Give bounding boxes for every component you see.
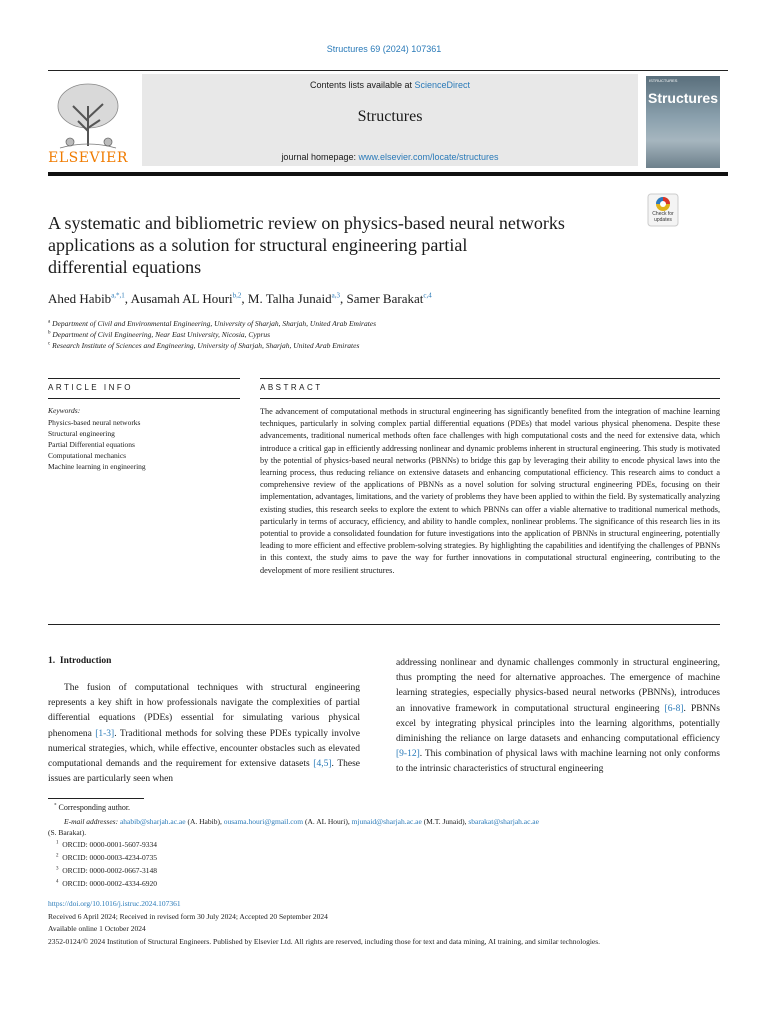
body-text: . Traditional methods for solving these PDEs typically involve numerical strategies, which, while effective, encounter obstacles such as elevated computational demands and the requirement for extensive datasets: [48, 728, 360, 770]
email-addresses: [64, 815, 720, 828]
available-online: Available online 1 October 2024: [48, 924, 146, 933]
author-affiliation-mark[interactable]: c,4: [423, 291, 432, 300]
affiliation-text: Department of Civil and Environmental Engineering, University of Sharjah, Sharjah, United Arab Emirates: [52, 319, 377, 328]
orcid-note: [56, 853, 157, 862]
orcid-text: ORCID: 0000-0003-4234-0735: [62, 853, 158, 862]
affiliation-text: Department of Civil Engineering, Near East University, Nicosia, Cyprus: [52, 330, 271, 339]
abstract-bottom-rule: [48, 624, 720, 625]
email-tail: (S. Barakat).: [48, 828, 87, 837]
doi-link[interactable]: https://doi.org/10.1016/j.istruc.2024.107361: [48, 899, 181, 908]
orcid-note: [56, 866, 157, 875]
orcid-note: [56, 840, 157, 849]
author-name: Ausamah AL Houri: [130, 291, 233, 306]
section-title: Introduction: [59, 656, 112, 666]
body-text: The fusion of computational techniques with structural engineering represents a key shift in how professionals navigate the complexities of partial differential equations (PDEs) essential for simulating various physical phenomena: [48, 683, 360, 739]
sciencedirect-link[interactable]: ScienceDirect: [414, 80, 471, 90]
intro-left-column: [48, 681, 360, 787]
author-affiliation-mark[interactable]: b,2: [232, 291, 242, 300]
body-text: . PBNNs excel by integrating physical principles into the learning algorithms, potentially diminishing the reliance on large datasets and enhancing computational efficiency: [396, 703, 720, 745]
author-name: Samer Barakat: [346, 291, 424, 306]
cover-publisher: ISTRUCTURES: [649, 78, 678, 83]
email-owner: (M.T. Junaid),: [421, 817, 469, 826]
author-separator: ,: [124, 291, 131, 306]
abstract-text: The advancement of computational methods in structural engineering has significantly benefited from the integration of machine learning techniques, particularly in solving complex partial differential equations (PDEs) that model various physical phenomena. Despite these advancements, traditional numerical methods often face challenges with high computational costs and the need for extensive data, which introduce a critical gap in efficiently addressing nonlinear and dynamic problems inherent in structural engineering. This study is motivated by the potential of physics-based neural networks (PBNNs) to bridge this gap by leveraging their ability to encode physical laws into the learning process, thus reducing reliance on extensive datasets and enhancing computational efficiency. This research aims to conduct a comprehensive review of the applications of PBNNs as a novel solution for solving structural engineering PDEs, focusing on their implementation, advantages, limitations, and the variety of problems they have been applied to within the field. By systematically analyzing existing studies, this research seeks to explore the extent to which PBNNs can offer a viable alternative to traditional numerical methods, particularly in terms of accuracy, efficiency, and ability to handle complex, nonlinear problems. The significance of this research lies in its potential to provide a consolidated foundation for future investigations into the application of PBNNs in structural engineering, potentially leading to more efficient and effective problem-solving strategies. By highlighting the capabilities and identifying the challenges of PBNNs in this context, the study aims to pave the way for further innovations in computational structural engineering, contributing to the development of more resilient structures.: [260, 407, 720, 575]
header-top-rule: [48, 70, 728, 71]
homepage-link[interactable]: www.elsevier.com/locate/structures: [358, 152, 499, 162]
author-name: M. Talha Junaid: [247, 291, 332, 306]
orcid-mark: 2: [56, 853, 59, 859]
email-link[interactable]: ousama.houri@gmail.com: [223, 817, 304, 826]
author-separator: ,: [241, 291, 248, 306]
orcid-note: [56, 879, 157, 888]
title-line: differential equations: [48, 257, 202, 277]
corresponding-text: Corresponding author.: [58, 803, 131, 812]
homepage-prefix: journal homepage:: [281, 152, 359, 162]
article-info-rule-2: [48, 398, 240, 399]
article-info-heading: ARTICLE INFO: [48, 383, 133, 392]
keyword: Structural engineering: [48, 429, 115, 438]
contents-line: [142, 80, 638, 90]
abstract-rule: [260, 378, 720, 379]
intro-right-column: [396, 656, 720, 778]
citation-link[interactable]: [4,5]: [313, 759, 332, 770]
keyword: Computational mechanics: [48, 451, 127, 460]
header-bottom-rule: [48, 172, 728, 176]
title-line: A systematic and bibliometric review on physics-based neural networks: [48, 213, 565, 233]
orcid-text: ORCID: 0000-0001-5607-9334: [62, 840, 158, 849]
author-name: Ahed Habib: [48, 291, 112, 306]
cover-title: Structures: [647, 90, 719, 106]
affiliation-text: Research Institute of Sciences and Engineering, University of Sharjah, Sharjah, United Arab Emirates: [52, 341, 360, 350]
body-text: . This combination of physical laws with machine learning not only conforms to the intrinsic characteristics of structural engineering: [396, 749, 720, 775]
check-for-updates-label[interactable]: Check for updates: [652, 211, 674, 223]
email-owner: (A. AL Houri),: [303, 817, 352, 826]
contents-prefix: Contents lists available at: [309, 80, 415, 90]
received-dates: Received 6 April 2024; Received in revised form 30 July 2024; Accepted 20 September 2024: [48, 912, 328, 921]
email-link[interactable]: mjunaid@sharjah.ac.ae: [351, 817, 422, 826]
footnote-rule: [48, 798, 144, 799]
keywords-label: Keywords:: [48, 406, 81, 415]
keyword: Machine learning in engineering: [48, 462, 146, 471]
orcid-mark: 3: [56, 866, 59, 872]
section-number: 1.: [48, 656, 56, 666]
elsevier-wordmark: ELSEVIER: [48, 150, 128, 166]
citation-link[interactable]: [9-12]: [396, 749, 420, 760]
email-link[interactable]: sbarakat@sharjah.ac.ae: [468, 817, 539, 826]
orcid-mark: 4: [56, 879, 59, 885]
affiliation: [48, 341, 359, 350]
orcid-text: ORCID: 0000-0002-4334-6920: [62, 879, 158, 888]
abstract-rule-2: [260, 398, 720, 399]
affiliation: [48, 330, 270, 339]
abstract-heading: ABSTRACT: [260, 383, 323, 392]
article-info-rule: [48, 378, 240, 379]
keyword: Partial Differential equations: [48, 440, 135, 449]
journal-citation[interactable]: Structures 69 (2024) 107361: [326, 44, 442, 54]
affiliation-mark: a: [48, 319, 51, 325]
journal-name: Structures: [357, 108, 423, 125]
citation-link[interactable]: [1-3]: [95, 728, 115, 739]
author-affiliation-mark[interactable]: a,3: [331, 291, 340, 300]
body-text: . These issues are particularly seen when: [48, 759, 361, 785]
author-separator: ,: [339, 291, 347, 306]
copyright-notice: 2352-0124/© 2024 Institution of Structural Engineers. Published by Elsevier Ltd. All rights are reserved, including those for text and data mining, AI training, and similar technologies.: [48, 937, 601, 946]
author-list: [48, 291, 432, 307]
title-line: applications as a solution for structural engineering partial: [48, 235, 468, 255]
body-text: addressing nonlinear and dynamic challenges commonly in structural engineering, thus prompting the need for alternative approaches. The emergence of machine learning strategies, especially physics-based neural networks (PBNNs), introduces an innovative framework in computational structural engineering: [396, 658, 720, 714]
author-affiliation-mark[interactable]: a,*,1: [111, 291, 125, 300]
email-owner: (A. Habib),: [185, 817, 224, 826]
journal-homepage-line: [142, 152, 638, 162]
keyword: Physics-based neural networks: [48, 418, 141, 427]
corresponding-note: [54, 803, 130, 812]
affiliation-mark: b: [48, 330, 51, 336]
section-heading: [48, 656, 111, 666]
orcid-text: ORCID: 0000-0002-0667-3148: [62, 866, 158, 875]
article-title: [48, 212, 638, 278]
affiliation-mark: c: [48, 341, 51, 347]
journal-cover[interactable]: [646, 76, 720, 168]
email-label: E-mail addresses:: [64, 817, 119, 826]
email-link[interactable]: ahabib@sharjah.ac.ae: [119, 817, 186, 826]
asterisk-mark: *: [54, 803, 57, 809]
citation-link[interactable]: [6-8]: [664, 703, 684, 714]
orcid-mark: 1: [56, 840, 59, 846]
affiliation: [48, 319, 376, 328]
